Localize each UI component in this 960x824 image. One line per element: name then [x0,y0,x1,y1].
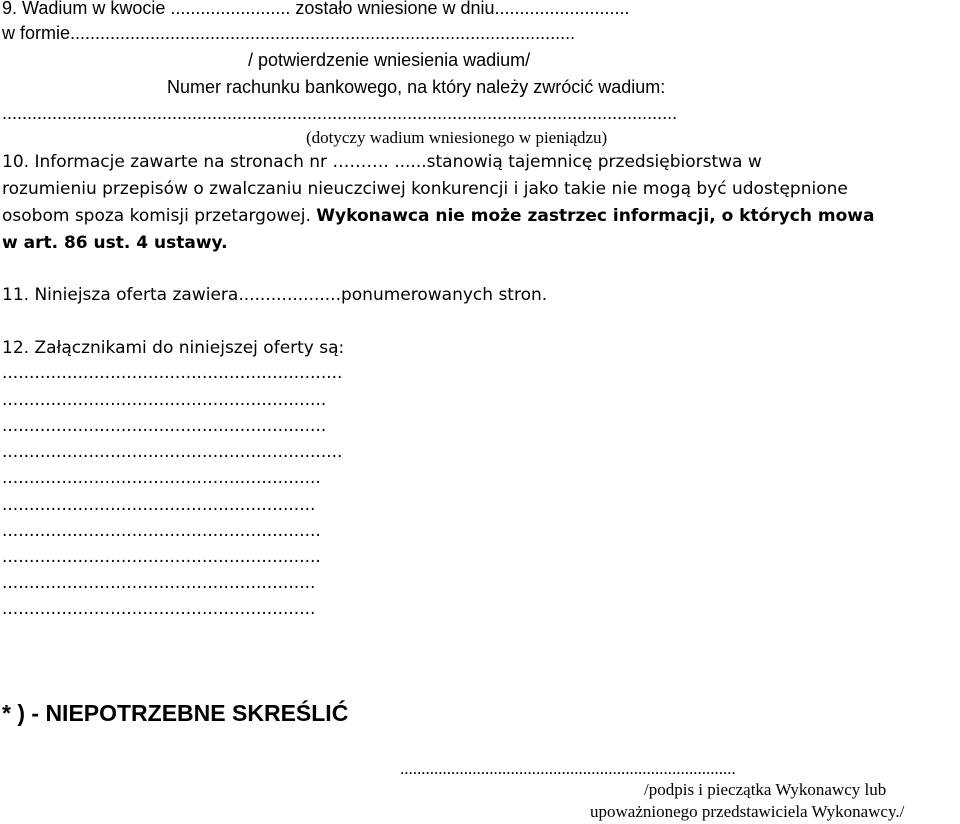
signature-dots: ............................................................................... [400,759,736,778]
signature-line-2: upoważnionego przedstawiciela Wykonawcy./ [590,802,905,821]
attachment-line: ........................................................... [2,547,321,567]
section-11-text: 11. Niniejsza oferta zawiera...................ponumerowanych stron. [2,285,548,305]
attachment-line: .......................................................... [2,573,316,593]
attachment-line: ........................................................... [2,468,321,488]
section-10-line-1: 10. Informacje zawarte na stronach nr ………. ......stanowią tajemnicę przedsiębiorstwa w [2,152,762,172]
section-10-line-3-bold: Wykonawca nie może zastrzec informacji, o których mowa [316,206,875,226]
footnote-strike-out: * ) - NIEPOTRZEBNE SKREŚLIĆ [2,700,349,726]
section-10-line-3 [2,207,874,227]
attachment-line: .......................................................... [2,599,316,619]
attachment-line: .......................................................... [2,495,316,515]
attachment-line: ............................................................ [2,390,327,410]
section-9-note: (dotyczy wadium wniesionego w pieniądzu) [306,128,608,147]
section-10-line-4: w art. 86 ust. 4 ustawy. [2,233,228,253]
section-12-heading: 12. Załącznikami do niniejszej oferty są: [2,338,345,358]
section-9-account-dots: ....................................................................................................................................... [2,103,678,123]
attachment-line: ........................................................... [2,521,321,541]
section-10-line-2: rozumieniu przepisów o zwalczaniu nieuczciwej konkurencji i jako takie nie mogą być udostępnione [2,179,848,199]
section-9-line-2: w formie..................................................................................................... [2,23,576,43]
attachment-line: ............................................................... [2,363,343,383]
attachment-line: ............................................................... [2,442,343,462]
section-10-line-3-normal: osobom spoza komisji przetargowej. [2,206,317,226]
attachment-line: ............................................................ [2,416,327,436]
section-9-line-3: / potwierdzenie wniesienia wadium/ [248,50,531,70]
section-9-account-label: Numer rachunku bankowego, na który należy zwrócić wadium: [167,77,666,97]
section-9-line-1: 9. Wadium w kwocie ........................ zostało wniesione w dniu........................... [2,0,630,18]
signature-line-1: /podpis i pieczątka Wykonawcy lub [644,780,887,799]
